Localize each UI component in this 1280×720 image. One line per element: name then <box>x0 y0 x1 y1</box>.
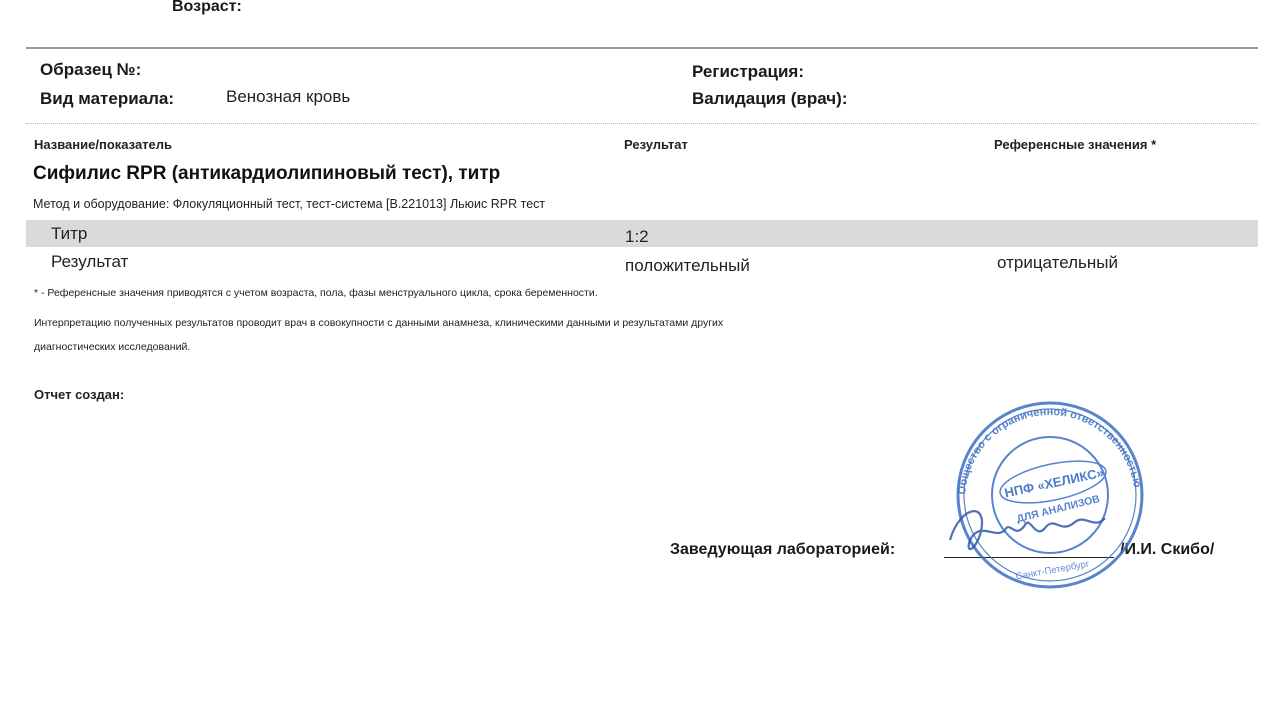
method-text: Метод и оборудование: Флокуляционный тест, тест-система [В.221013] Льюис RPR тест <box>33 197 546 211</box>
table-row-result-reference: отрицательный <box>997 253 1119 272</box>
material-label: Вид материала: <box>40 89 175 108</box>
stamp-org-name: НПФ «ХЕЛИКС» <box>1003 464 1105 501</box>
sample-number-label: Образец №: <box>40 60 142 79</box>
table-row-titer-result: 1:2 <box>625 227 649 246</box>
validation-label: Валидация (врач): <box>692 89 848 108</box>
test-title: Сифилис RPR (антикардиолипиновый тест), титр <box>33 163 501 184</box>
stamp-inner-text: ДЛЯ АНАЛИЗОВ <box>1015 492 1102 526</box>
signature-name: /И.И. Скибо/ <box>1120 541 1215 558</box>
stamp-city: Санкт-Петербург <box>1014 558 1091 583</box>
column-header-name: Название/показатель <box>34 137 173 152</box>
table-row-titer-name: Титр <box>51 224 88 243</box>
material-value: Венозная кровь <box>226 87 351 106</box>
lab-stamp-icon <box>935 390 1165 590</box>
report-created-label: Отчет создан: <box>34 387 125 402</box>
column-header-reference: Референсные значения * <box>994 137 1157 152</box>
stamp-outer-text: Общество с ограниченной ответственностью <box>956 405 1144 496</box>
interpretation-note-line2: диагностических исследований. <box>34 341 191 353</box>
table-row-result-name: Результат <box>51 252 129 271</box>
interpretation-note-line1: Интерпретацию полученных результатов проводит врач в совокупности с данными анамнеза, клиническими данными и результатами других <box>34 317 724 329</box>
header-divider <box>26 47 1258 49</box>
column-header-result: Результат <box>624 137 688 152</box>
section-divider <box>26 123 1258 124</box>
reference-note: * - Референсные значения приводятся с учетом возраста, пола, фазы менструального цикла, срока беременности. <box>34 287 598 299</box>
signature-title: Заведующая лабораторией: <box>670 541 896 558</box>
table-row-result-value: положительный <box>625 256 750 275</box>
age-label: Возраст: <box>172 0 242 15</box>
registration-label: Регистрация: <box>692 62 805 81</box>
